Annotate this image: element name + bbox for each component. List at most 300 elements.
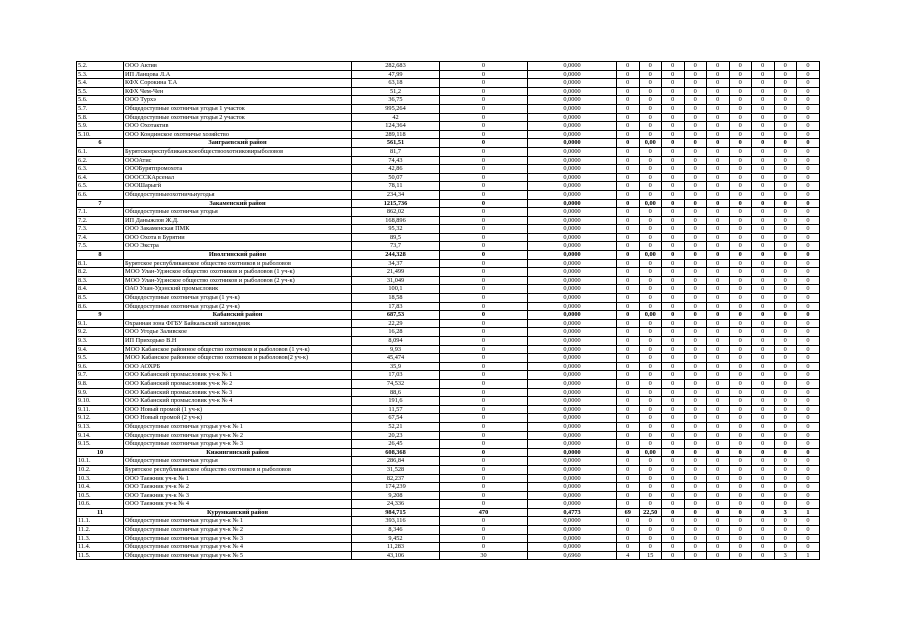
- value-b-cell: 0,0000: [528, 431, 617, 440]
- value-cell: 0: [684, 190, 707, 199]
- value-a-cell: 0: [440, 104, 528, 113]
- value-cell: 0: [707, 319, 730, 328]
- value-cell: 0: [774, 208, 797, 217]
- value-cell: 0: [797, 311, 820, 320]
- value-cell: 0: [729, 483, 752, 492]
- table-row: [77, 113, 820, 122]
- value-cell: 0: [617, 534, 640, 543]
- value-cell: 0: [797, 199, 820, 208]
- value-a-cell: 0: [440, 371, 528, 380]
- row-number-cell: 6.4.: [77, 173, 124, 182]
- value-cell: 0: [662, 87, 685, 96]
- value-cell: 0: [662, 122, 685, 131]
- row-number-cell: 10.2.: [77, 465, 124, 474]
- value-cell: 0: [774, 474, 797, 483]
- area-cell: 289,118: [352, 130, 440, 139]
- row-number-cell: 9.14.: [77, 431, 124, 440]
- value-a-cell: 0: [440, 543, 528, 552]
- value-cell: 0: [617, 379, 640, 388]
- value-cell: 0: [729, 354, 752, 363]
- organization-name-cell: Бурятскоереспубликанскоеобществоохотниковирыболовов: [124, 147, 352, 156]
- value-cell: 0: [662, 311, 685, 320]
- value-cell: 0: [752, 233, 775, 242]
- table-row: [77, 465, 820, 474]
- row-number-cell: 5.2.: [77, 62, 124, 71]
- value-cell: 0: [752, 156, 775, 165]
- value-cell: 0: [684, 96, 707, 105]
- value-cell: 0: [662, 70, 685, 79]
- area-cell: 9,452: [352, 534, 440, 543]
- table-row: [77, 371, 820, 380]
- value-cell: 0: [684, 233, 707, 242]
- value-a-cell: 0: [440, 311, 528, 320]
- value-a-cell: 0: [440, 294, 528, 303]
- value-cell: 0: [774, 448, 797, 457]
- area-cell: 24,336: [352, 500, 440, 509]
- value-b-cell: 0,0000: [528, 79, 617, 88]
- table-row: [77, 500, 820, 509]
- value-cell: 0: [774, 113, 797, 122]
- value-b-cell: 0,0000: [528, 405, 617, 414]
- value-cell: 0: [774, 225, 797, 234]
- value-cell: 0: [729, 440, 752, 449]
- value-cell: 0: [774, 405, 797, 414]
- value-cell: 0: [729, 397, 752, 406]
- value-cell: 0: [617, 285, 640, 294]
- value-a-cell: 0: [440, 276, 528, 285]
- value-cell: 0: [684, 199, 707, 208]
- value-cell: 0: [662, 276, 685, 285]
- area-cell: 36,75: [352, 96, 440, 105]
- value-cell: 0: [617, 440, 640, 449]
- value-cell: 0: [729, 285, 752, 294]
- value-cell: 0: [662, 113, 685, 122]
- value-b-cell: 0,0000: [528, 122, 617, 131]
- value-cell: 0: [639, 122, 662, 131]
- value-cell: 0: [729, 526, 752, 535]
- value-cell: 0: [662, 208, 685, 217]
- value-a-cell: 0: [440, 414, 528, 423]
- area-cell: 63,18: [352, 79, 440, 88]
- value-cell: 0: [662, 199, 685, 208]
- area-cell: 8,094: [352, 337, 440, 346]
- value-a-cell: 470: [440, 508, 528, 517]
- value-cell: 0: [729, 405, 752, 414]
- value-cell: 0: [774, 311, 797, 320]
- value-cell: 0: [707, 276, 730, 285]
- value-cell: 0: [684, 242, 707, 251]
- value-cell: 0: [797, 139, 820, 148]
- value-cell: 0: [729, 302, 752, 311]
- value-cell: 0: [617, 414, 640, 423]
- organization-name-cell: ООО Таежник уч-к № 4: [124, 500, 352, 509]
- value-b-cell: 0,0000: [528, 216, 617, 225]
- area-cell: 9,208: [352, 491, 440, 500]
- table-row: [77, 388, 820, 397]
- value-b-cell: 0,0000: [528, 302, 617, 311]
- district-total-row: [77, 251, 820, 260]
- table-row: [77, 422, 820, 431]
- value-cell: 0: [662, 79, 685, 88]
- value-cell: 0: [617, 130, 640, 139]
- value-a-cell: 0: [440, 113, 528, 122]
- value-cell: 0: [639, 190, 662, 199]
- value-b-cell: 0,0000: [528, 457, 617, 466]
- value-b-cell: 0,0000: [528, 62, 617, 71]
- table-row: [77, 362, 820, 371]
- row-number-cell: 5.4.: [77, 79, 124, 88]
- row-number-cell: 9.11.: [77, 405, 124, 414]
- value-cell: 0: [684, 491, 707, 500]
- value-b-cell: 0,0000: [528, 199, 617, 208]
- value-cell: 0: [797, 371, 820, 380]
- value-cell: 0: [752, 543, 775, 552]
- value-cell: 0: [639, 113, 662, 122]
- value-cell: 0: [617, 156, 640, 165]
- value-cell: 0: [752, 96, 775, 105]
- row-number-cell: 5.8.: [77, 113, 124, 122]
- area-cell: 17,83: [352, 302, 440, 311]
- value-cell: 0: [752, 113, 775, 122]
- value-cell: 0: [729, 431, 752, 440]
- row-number-cell: 5.9.: [77, 122, 124, 131]
- value-cell: 0,00: [639, 448, 662, 457]
- value-cell: 0: [662, 182, 685, 191]
- value-cell: 0: [774, 431, 797, 440]
- value-cell: 0: [774, 517, 797, 526]
- area-cell: 50,07: [352, 173, 440, 182]
- area-cell: 1215,736: [352, 199, 440, 208]
- area-cell: 234,34: [352, 190, 440, 199]
- table-row: [77, 294, 820, 303]
- organization-name-cell: Закаменский район: [124, 199, 352, 208]
- value-cell: 0: [639, 474, 662, 483]
- value-cell: 0: [707, 251, 730, 260]
- value-cell: 0: [797, 225, 820, 234]
- value-a-cell: 0: [440, 345, 528, 354]
- value-cell: 0: [729, 491, 752, 500]
- row-number-cell: 9.7.: [77, 371, 124, 380]
- value-cell: 0: [707, 79, 730, 88]
- value-cell: 0: [774, 104, 797, 113]
- area-cell: 51,2: [352, 87, 440, 96]
- value-cell: 0: [639, 62, 662, 71]
- value-cell: 0: [707, 551, 730, 560]
- value-cell: 0: [797, 414, 820, 423]
- organization-name-cell: Бурятское республиканское общество охотников и рыболовов: [124, 259, 352, 268]
- value-b-cell: 0,4773: [528, 508, 617, 517]
- value-cell: 0: [617, 337, 640, 346]
- value-a-cell: 0: [440, 251, 528, 260]
- area-cell: 168,896: [352, 216, 440, 225]
- value-cell: 0: [752, 345, 775, 354]
- table-row: [77, 285, 820, 294]
- value-b-cell: 0,0000: [528, 319, 617, 328]
- value-b-cell: 0,0000: [528, 242, 617, 251]
- value-cell: 0: [729, 259, 752, 268]
- value-cell: 0: [729, 62, 752, 71]
- organization-name-cell: ООО Актив: [124, 62, 352, 71]
- value-cell: 0: [684, 62, 707, 71]
- value-cell: 0: [684, 216, 707, 225]
- value-cell: 0: [662, 96, 685, 105]
- value-cell: 0: [774, 543, 797, 552]
- value-cell: 0: [752, 431, 775, 440]
- value-cell: 0: [617, 431, 640, 440]
- table-row: [77, 526, 820, 535]
- value-cell: 0: [662, 328, 685, 337]
- table-row: [77, 79, 820, 88]
- table-row: [77, 345, 820, 354]
- value-a-cell: 0: [440, 483, 528, 492]
- area-cell: 47,99: [352, 70, 440, 79]
- value-cell: 0: [662, 268, 685, 277]
- value-b-cell: 0,0000: [528, 173, 617, 182]
- value-cell: 0: [684, 551, 707, 560]
- value-cell: 0: [707, 147, 730, 156]
- value-cell: 0: [797, 242, 820, 251]
- value-cell: 0: [752, 534, 775, 543]
- value-cell: 0: [617, 319, 640, 328]
- table-row: [77, 483, 820, 492]
- value-b-cell: 0,0000: [528, 182, 617, 191]
- value-b-cell: 0,0000: [528, 130, 617, 139]
- row-number-cell: 8.6.: [77, 302, 124, 311]
- value-a-cell: 0: [440, 500, 528, 509]
- value-cell: 0: [707, 87, 730, 96]
- value-cell: 0: [639, 414, 662, 423]
- value-cell: 0: [729, 319, 752, 328]
- value-cell: 0: [684, 448, 707, 457]
- area-cell: 8,346: [352, 526, 440, 535]
- value-cell: 0: [684, 302, 707, 311]
- row-number-cell: 8: [77, 251, 124, 260]
- value-cell: 0: [774, 251, 797, 260]
- table-row: [77, 122, 820, 131]
- value-cell: 0: [752, 199, 775, 208]
- value-cell: 0: [774, 457, 797, 466]
- row-number-cell: 8.4.: [77, 285, 124, 294]
- value-cell: 0: [774, 87, 797, 96]
- area-cell: 89,5: [352, 233, 440, 242]
- row-number-cell: 9.15.: [77, 440, 124, 449]
- value-cell: 0: [639, 216, 662, 225]
- organization-name-cell: ОООБурятпромохота: [124, 165, 352, 174]
- area-cell: 26,45: [352, 440, 440, 449]
- table-row: [77, 405, 820, 414]
- area-cell: 11,57: [352, 405, 440, 414]
- organization-name-cell: ООО Угодье Заливское: [124, 328, 352, 337]
- value-cell: 0: [639, 431, 662, 440]
- value-a-cell: 0: [440, 216, 528, 225]
- row-number-cell: 5.5.: [77, 87, 124, 96]
- value-cell: 0: [729, 371, 752, 380]
- value-cell: 0: [662, 302, 685, 311]
- value-cell: 0: [662, 319, 685, 328]
- value-b-cell: 0,0000: [528, 259, 617, 268]
- value-b-cell: 0,0000: [528, 311, 617, 320]
- row-number-cell: 10: [77, 448, 124, 457]
- value-cell: 0: [797, 328, 820, 337]
- table-row: [77, 216, 820, 225]
- value-cell: 0: [797, 319, 820, 328]
- value-cell: 0: [729, 422, 752, 431]
- organization-name-cell: ООО АОХРБ: [124, 362, 352, 371]
- value-cell: 0: [752, 87, 775, 96]
- value-cell: 0: [797, 62, 820, 71]
- value-cell: 0: [617, 311, 640, 320]
- table-row: [77, 379, 820, 388]
- value-a-cell: 0: [440, 79, 528, 88]
- row-number-cell: 5.10.: [77, 130, 124, 139]
- value-cell: 0: [617, 208, 640, 217]
- value-cell: 0: [707, 104, 730, 113]
- organization-name-cell: Общедоступные охотничьи угодья уч-к № 1: [124, 517, 352, 526]
- value-cell: 0: [617, 182, 640, 191]
- value-cell: 0: [752, 182, 775, 191]
- value-cell: 0: [684, 474, 707, 483]
- value-cell: 0: [774, 130, 797, 139]
- value-b-cell: 0,0000: [528, 113, 617, 122]
- district-total-row: [77, 508, 820, 517]
- value-cell: 0: [729, 147, 752, 156]
- value-cell: 0: [752, 337, 775, 346]
- value-cell: 0: [662, 405, 685, 414]
- value-cell: 0: [774, 465, 797, 474]
- value-cell: 0: [774, 500, 797, 509]
- table-row: [77, 551, 820, 560]
- value-cell: 0: [639, 302, 662, 311]
- value-cell: 0: [729, 190, 752, 199]
- value-cell: 0: [684, 465, 707, 474]
- value-cell: 0: [684, 139, 707, 148]
- value-cell: 0: [617, 173, 640, 182]
- value-a-cell: 0: [440, 259, 528, 268]
- value-cell: 0: [617, 199, 640, 208]
- value-cell: 0: [797, 337, 820, 346]
- value-cell: 0: [774, 122, 797, 131]
- row-number-cell: 10.5.: [77, 491, 124, 500]
- value-cell: 0: [639, 96, 662, 105]
- table-row: [77, 208, 820, 217]
- value-cell: 0: [797, 259, 820, 268]
- area-cell: 52,21: [352, 422, 440, 431]
- row-number-cell: 9.1.: [77, 319, 124, 328]
- value-b-cell: 0,0000: [528, 534, 617, 543]
- value-cell: 0: [707, 526, 730, 535]
- organization-name-cell: МОО Улан-Удэнское общество охотников и рыболовов (2 уч-к): [124, 276, 352, 285]
- value-cell: 0: [752, 225, 775, 234]
- area-cell: 74,532: [352, 379, 440, 388]
- value-cell: 0: [797, 302, 820, 311]
- value-cell: 69: [617, 508, 640, 517]
- area-cell: 174,239: [352, 483, 440, 492]
- area-cell: 282,683: [352, 62, 440, 71]
- organization-name-cell: ООО Кабанский промысловик уч-к № 3: [124, 388, 352, 397]
- value-cell: 0: [684, 130, 707, 139]
- value-cell: 0: [662, 448, 685, 457]
- organization-name-cell: ООО Таежник уч-к № 1: [124, 474, 352, 483]
- value-a-cell: 0: [440, 526, 528, 535]
- area-cell: 31,528: [352, 465, 440, 474]
- table-row: [77, 276, 820, 285]
- value-cell: 0: [639, 173, 662, 182]
- value-cell: 0: [774, 294, 797, 303]
- table-row: [77, 431, 820, 440]
- value-cell: 0: [752, 448, 775, 457]
- value-cell: 0,00: [639, 139, 662, 148]
- value-a-cell: 0: [440, 156, 528, 165]
- value-cell: 0: [729, 156, 752, 165]
- value-cell: 0: [752, 122, 775, 131]
- value-cell: 0: [662, 414, 685, 423]
- table-row: [77, 319, 820, 328]
- organization-name-cell: Общедоступные охотничьи угодья: [124, 208, 352, 217]
- value-b-cell: 0,0000: [528, 491, 617, 500]
- table-row: [77, 397, 820, 406]
- value-cell: 0: [752, 422, 775, 431]
- value-cell: 0: [797, 251, 820, 260]
- row-number-cell: 6: [77, 139, 124, 148]
- value-cell: 0: [729, 173, 752, 182]
- value-cell: 0: [752, 526, 775, 535]
- value-cell: 0: [729, 268, 752, 277]
- value-cell: 0: [729, 216, 752, 225]
- value-cell: 0: [662, 379, 685, 388]
- value-cell: 0: [684, 251, 707, 260]
- value-cell: 0: [639, 483, 662, 492]
- area-cell: 31,049: [352, 276, 440, 285]
- value-cell: 0: [617, 147, 640, 156]
- value-cell: 0: [662, 534, 685, 543]
- table-row: [77, 491, 820, 500]
- value-cell: 0: [662, 397, 685, 406]
- value-cell: 0: [729, 104, 752, 113]
- value-cell: 0: [707, 190, 730, 199]
- value-cell: 0: [752, 104, 775, 113]
- value-cell: 0: [707, 414, 730, 423]
- value-cell: 0: [752, 208, 775, 217]
- value-b-cell: 0,0000: [528, 147, 617, 156]
- row-number-cell: 6.3.: [77, 165, 124, 174]
- value-cell: 0: [752, 79, 775, 88]
- value-cell: 0: [797, 474, 820, 483]
- value-b-cell: 0,0000: [528, 440, 617, 449]
- value-cell: 0: [752, 483, 775, 492]
- organization-name-cell: ОООССКАрсенал: [124, 173, 352, 182]
- value-cell: 0: [617, 371, 640, 380]
- value-cell: 4: [617, 551, 640, 560]
- row-number-cell: 9.10.: [77, 397, 124, 406]
- value-cell: 0,00: [639, 251, 662, 260]
- value-cell: 0: [662, 337, 685, 346]
- value-cell: 0: [617, 294, 640, 303]
- table-row: [77, 474, 820, 483]
- area-cell: 191,6: [352, 397, 440, 406]
- value-a-cell: 0: [440, 225, 528, 234]
- value-cell: 0: [639, 294, 662, 303]
- value-cell: 0: [662, 139, 685, 148]
- table-row: [77, 96, 820, 105]
- value-cell: 0: [797, 165, 820, 174]
- value-cell: 0: [662, 500, 685, 509]
- value-cell: 0: [774, 345, 797, 354]
- value-cell: 0: [797, 354, 820, 363]
- value-cell: 0: [617, 388, 640, 397]
- area-cell: 687,53: [352, 311, 440, 320]
- organization-name-cell: ОАО Улан-Удэнский промысловик: [124, 285, 352, 294]
- value-b-cell: 0,0000: [528, 422, 617, 431]
